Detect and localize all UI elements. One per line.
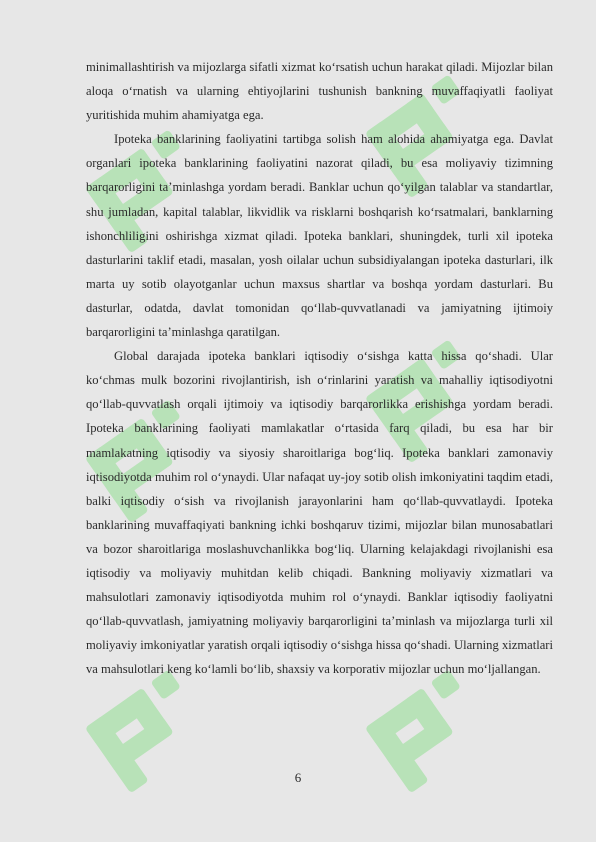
paragraph-2: Ipoteka banklarining faoliyatini tartibga solish ham alohida ahamiyatga ega. Davlat organlari ipoteka banklarining faoliyatini nazorat qiladi, bu esa moliyaviy tizimning barqarorligini ta’minlashga yordam beradi. Banklar uchun qo‘yilgan talablar va standartlar, shu jumladan, kapital talablar, likvidlik va risklarni boshqarish ko‘rsatmalari, banklarning ishonchliligini oshirishga xizmat qiladi. Ipoteka banklari, shuningdek, turli xil ipoteka dasturlarini taklif etadi, masalan, yosh oilalar uchun subsidiyalangan ipoteka dasturlari, ilk marta uy sotib olayotganlar uchun maxsus shartlar va boshqa yordam dasturlari. Bu dasturlar, odatda, davlat tomonidan qo‘llab-quvvatlanadi va jamiyatning ijtimoiy barqarorligini ta’minlashga qaratilgan. [86,132,553,340]
paragraph-1: minimallashtirish va mijozlarga sifatli xizmat ko‘rsatish uchun harakat qiladi. Mijozlar bilan aloqa o‘rnatish va ularning ehtiyojlarini tushunish bankning muvaffaqiyatli faoliyat yuritishida muhim ahamiyatga ega. [86,60,553,123]
page-number: 6 [294,770,302,785]
paragraph-3: Global darajada ipoteka banklari iqtisodiy o‘sishga katta hissa qo‘shadi. Ular ko‘chmas mulk bozorini rivojlantirish, ish o‘rinlarini yaratish va mahalliy iqtisodiyotni qo‘llab-quvvatlash orqali ijtimoiy va iqtisodiy barqarorlikka erishishga yordam beradi. Ipoteka banklarining faoliyati mamlakatlar o‘rtasida farq qiladi, bu esa har bir mamlakatning iqtisodiy va siyosiy sharoitlariga bog‘liq. Ipoteka banklari zamonaviy iqtisodiyotda muhim rol o‘ynaydi. Ular nafaqat uy-joy sotib olish imkoniyatini taqdim etadi, balki iqtisodiy o‘sish va rivojlanish jarayonlarini ham qo‘llab-quvvatlaydi. Ipoteka banklarining muvaffaqiyati bankning ichki boshqaruv tizimi, mijozlar bilan munosabatlari va bozor sharoitlariga moslashuvchanlikka bog‘liq. Ularning kelajakdagi rivojlanishi esa iqtisodiy va moliyaviy muhitdan kelib chiqadi. Bankning moliyaviy xizmatlari va mahsulotlari zamonaviy iqtisodiyotda muhim rol o‘ynaydi. Banklar iqtisodiy faoliyatni qo‘llab-quvvatlash, jamiyatning moliyaviy barqarorligini ta’minlash va mijozlarga turli xil moliyaviy imkoniyatlar yaratish orqali iqtisodiy o‘sishga hissa qo‘shadi. Ularning xizmatlari va mahsulotlari keng ko‘lamli bo‘lib, shaxsiy va korporativ mijozlar uchun mo‘ljallangan. [86,349,553,677]
body-text [86,55,553,681]
